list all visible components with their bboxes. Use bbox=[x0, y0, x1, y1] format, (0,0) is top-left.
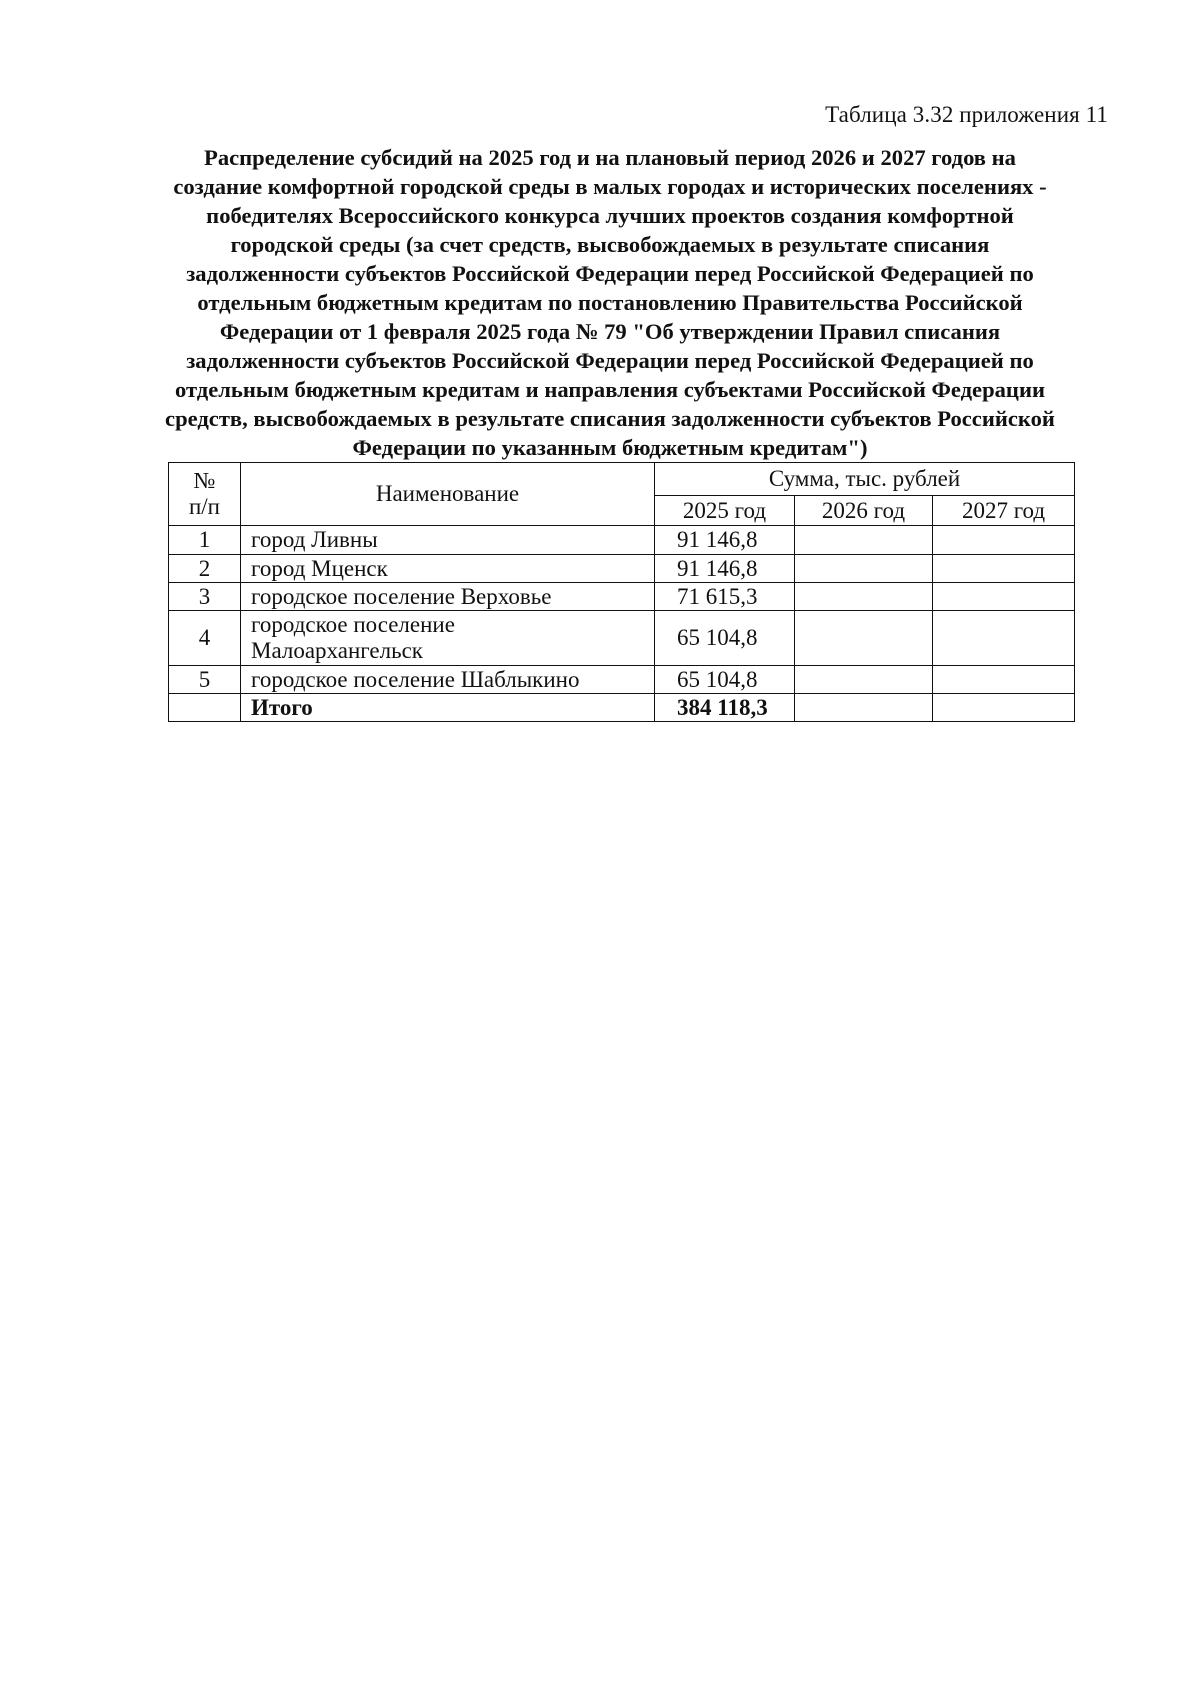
title-line: Федерации от 1 февраля 2025 года № 79 "Об утверждении Правил списания bbox=[219, 319, 1001, 344]
table-row bbox=[169, 583, 1075, 611]
row-name bbox=[241, 611, 655, 666]
header-number-abbrev: п/п bbox=[188, 494, 220, 519]
row-amount-2026 bbox=[795, 583, 933, 611]
row-amount-2025: 71 615,3 bbox=[655, 583, 795, 611]
row-number: 1 bbox=[169, 526, 241, 555]
row-name-line: Малоархангельск bbox=[251, 638, 423, 663]
table-row bbox=[169, 666, 1075, 694]
row-amount-2026 bbox=[795, 666, 933, 694]
title-line: отдельным бюджетным кредитам и направления субъектами Российской Федерации bbox=[175, 377, 1045, 402]
title-line: Федерации по указанным бюджетным кредитам") bbox=[352, 435, 868, 460]
header-number-symbol: № bbox=[193, 468, 216, 493]
row-name: городское поселение Верховье bbox=[241, 583, 655, 611]
row-amount-2026 bbox=[795, 611, 933, 666]
title-line: победителях Всероссийского конкурса лучших проектов создания комфортной bbox=[206, 203, 1014, 228]
row-number: 2 bbox=[169, 555, 241, 583]
row-name: городское поселение Шаблыкино bbox=[241, 666, 655, 694]
subsidy-table bbox=[168, 462, 1075, 722]
total-amount-2025: 384 118,3 bbox=[655, 694, 795, 722]
row-amount-2025: 65 104,8 bbox=[655, 666, 795, 694]
header-name: Наименование bbox=[241, 463, 655, 526]
header-year-2027: 2027 год bbox=[933, 496, 1075, 526]
row-amount-2026 bbox=[795, 526, 933, 555]
table-row bbox=[169, 526, 1075, 555]
title-line: создание комфортной городской среды в малых городах и исторических поселениях - bbox=[173, 174, 1047, 199]
row-number: 4 bbox=[169, 611, 241, 666]
row-number: 3 bbox=[169, 583, 241, 611]
row-amount-2025: 91 146,8 bbox=[655, 526, 795, 555]
total-amount-2026 bbox=[795, 694, 933, 722]
row-amount-2026 bbox=[795, 555, 933, 583]
header-year-2026: 2026 год bbox=[795, 496, 933, 526]
total-amount-2027 bbox=[933, 694, 1075, 722]
total-label: Итого bbox=[241, 694, 655, 722]
title-line: городской среды (за счет средств, высвобождаемых в результате списания bbox=[230, 232, 990, 257]
row-amount-2025: 65 104,8 bbox=[655, 611, 795, 666]
table-header-row bbox=[169, 463, 1075, 496]
title-line: Распределение субсидий на 2025 год и на плановый период 2026 и 2027 годов на bbox=[204, 145, 1016, 170]
row-amount-2027 bbox=[933, 555, 1075, 583]
row-amount-2027 bbox=[933, 666, 1075, 694]
row-amount-2027 bbox=[933, 526, 1075, 555]
title-line: отдельным бюджетным кредитам по постановлению Правительства Российской bbox=[197, 290, 1023, 315]
row-name: город Ливны bbox=[241, 526, 655, 555]
header-sum-group: Сумма, тыс. рублей bbox=[655, 463, 1075, 496]
document-title bbox=[132, 143, 1088, 462]
appendix-reference: Таблица 3.32 приложения 11 bbox=[825, 102, 1108, 127]
title-line: задолженности субъектов Российской Федерации перед Российской Федерацией по bbox=[186, 261, 1034, 286]
row-number: 5 bbox=[169, 666, 241, 694]
title-line: задолженности субъектов Российской Федерации перед Российской Федерацией по bbox=[186, 348, 1034, 373]
total-number-cell bbox=[169, 694, 241, 722]
row-name: город Мценск bbox=[241, 555, 655, 583]
title-line: средств, высвобождаемых в результате списания задолженности субъектов Российской bbox=[165, 406, 1055, 431]
row-amount-2027 bbox=[933, 611, 1075, 666]
row-amount-2025: 91 146,8 bbox=[655, 555, 795, 583]
table-total-row bbox=[169, 694, 1075, 722]
header-number bbox=[169, 463, 241, 526]
table-row bbox=[169, 611, 1075, 666]
table-row bbox=[169, 555, 1075, 583]
header-year-2025: 2025 год bbox=[655, 496, 795, 526]
row-name-line: городское поселение bbox=[251, 612, 455, 637]
row-amount-2027 bbox=[933, 583, 1075, 611]
